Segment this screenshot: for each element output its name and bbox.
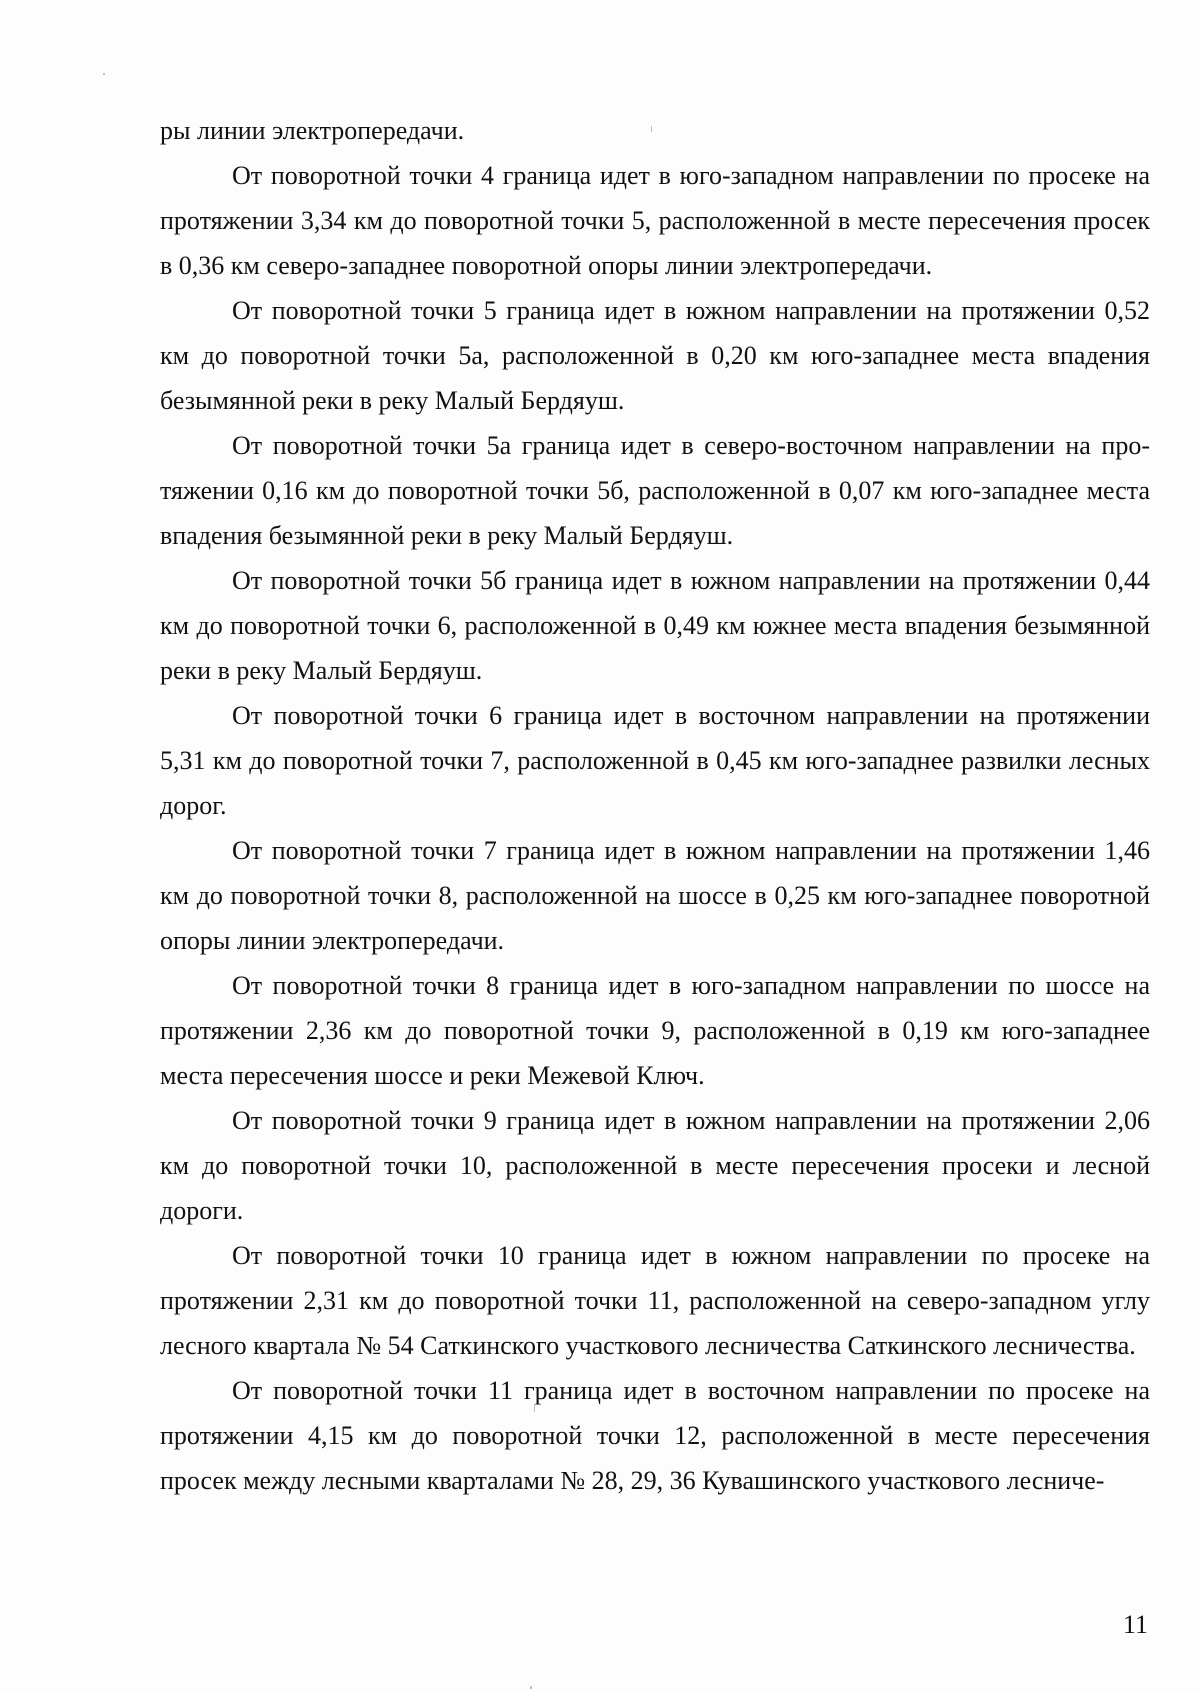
scan-dust-mark xyxy=(103,73,105,75)
document-body xyxy=(160,108,1150,1503)
paragraph: От поворотной точки 6 граница идет в восточном направлении на протяжении 5,31 км до поворотной точки 7, расположенной в 0,45 км юго-западнее развилки лесных дорог. xyxy=(160,701,1150,820)
paragraph: От поворотной точки 5б граница идет в южном направлении на протяжении 0,44 км до поворотной точки 6, расположенной в 0,49 км южнее места впадения безымянной реки в реку Малый Бердяуш. xyxy=(160,566,1150,685)
paragraph: От поворотной точки 5 граница идет в южном направлении на протяжении 0,52 км до поворотной точки 5а, расположенной в 0,20 км юго-западнее места впадения безымянной реки в реку Малый Бердяуш. xyxy=(160,296,1150,415)
paragraph: От поворотной точки 9 граница идет в южном направлении на протяжении 2,06 км до поворотной точки 10, расположенной в месте пересечения просеки и лесной дороги. xyxy=(160,1106,1150,1225)
paragraph: От поворотной точки 4 граница идет в юго-западном направлении по просеке на протяжении 3,34 км до поворотной точки 5, расположенной в месте пересечения просек в 0,36 км северо-западнее поворотной опоры линии электропередачи. xyxy=(160,161,1150,280)
paragraph: От поворотной точки 11 граница идет в восточном направлении по просеке на протяжении 4,15 км до поворотной точки 12, расположенной в месте пересечения просек между лесными кварталами № 28, 29, 36 Кувашинского участкового лесниче- xyxy=(160,1376,1150,1495)
scan-dust-mark xyxy=(530,1686,532,1689)
page-number: 11 xyxy=(1122,1610,1148,1639)
paragraph: ры линии электропередачи. xyxy=(160,116,465,145)
paragraph: От поворотной точки 10 граница идет в южном направлении по просеке на протяжении 2,31 км до поворотной точки 11, расположенной на северо-западном углу лесного квартала № 54 Саткинского участкового лесничества Саткинского лесничества. xyxy=(160,1241,1150,1360)
paragraph: От поворотной точки 7 граница идет в южном направлении на протяжении 1,46 км до поворотной точки 8, расположенной на шоссе в 0,25 км юго-западнее поворотной опоры линии электропередачи. xyxy=(160,836,1150,955)
paragraph: От поворотной точки 5а граница идет в северо-восточном направлении на протяжении 0,16 км до поворотной точки 5б, расположенной в 0,07 км юго-западнее места впадения безымянной реки в реку Малый Бердяуш. xyxy=(160,431,1150,550)
paragraph: От поворотной точки 8 граница идет в юго-западном направлении по шоссе на протяжении 2,36 км до поворотной точки 9, расположенной в 0,19 км юго-западнее места пересечения шоссе и реки Межевой Ключ. xyxy=(160,971,1150,1090)
